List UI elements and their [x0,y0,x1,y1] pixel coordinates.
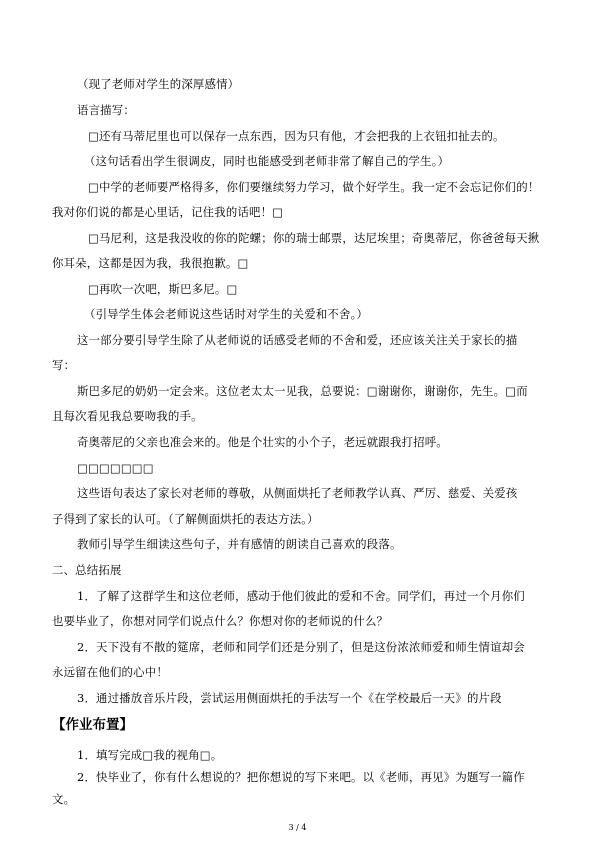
text-line: □□□□□□□ [77,461,154,475]
text-line: 文。 [52,792,76,806]
text-line: 斯巴多尼的奶奶一定会来。这位老太太一见我，总要说：□谢谢你，谢谢你，先生。□而 [77,384,528,398]
text-line: 写： [52,358,76,372]
page-number: 3 / 4 [288,823,307,832]
text-line: 我对你们说的都是心里话，记住我的话吧！□ [52,205,284,219]
text-line: 2．天下没有不散的筵席，老师和同学们还是分别了，但是这份浓浓师爱和师生情谊却会 [77,640,525,654]
homework-heading: 【作业布置】 [52,717,133,733]
text-line: 也要毕业了，你想对同学们说点什么？你想对你的老师说的什么？ [52,614,389,628]
text-line: 教师引导学生细读这些句子，并有感情的朗读自己喜欢的段落。 [77,537,402,551]
text-line: 这一部分要引导学生除了从老师说的话感受老师的不舍和爱，还应该关注关于家长的描 [77,333,518,347]
text-line: □还有马蒂尼里也可以保存一点东西，因为只有他，才会把我的上衣钮扣扯去的。 [88,129,505,143]
text-line: 永远留在他们的心中！ [52,665,168,679]
text-line: 子得到了家长的认可。（了解侧面烘托的表达方法。） [52,512,319,526]
text-line: 语言描写： [77,103,135,117]
text-line: □再吹一次吧，斯巴多尼。□ [88,282,238,296]
text-line: 且每次看见我总要吻我的手。 [52,409,203,423]
section-heading: 二、总结拓展 [52,563,122,577]
text-line: 奇奥蒂尼的父亲也准会来的。他是个壮实的小个子，老远就跟我打招呼。 [77,435,448,449]
text-line: □马尼利，这是我没收的你的陀螺；你的瑞士邮票，达尼埃里；奇奥蒂尼，你爸爸每天揪 [88,231,540,245]
text-line: □中学的老师要严格得多，你们要继续努力学习，做个好学生。我一定不会忘记你们的！ [88,180,540,194]
text-line: （引导学生体会老师说这些话时对学生的关爱和不舍。） [84,307,369,321]
text-line: （这句话看出学生很调皮，同时也能感受到老师非常了解自己的学生。） [84,154,450,168]
text-line: （现了老师对学生的深厚感情） [77,77,240,91]
text-line: 1．填写完成□我的视角□。 [77,748,223,762]
text-line: 2．快毕业了，你有什么想说的？把你想说的写下来吧。以《老师，再见》为题写一篇作 [77,770,525,784]
text-line: 你耳朵，这都是因为我，我很抱歉。□ [52,256,249,270]
text-line: 3．通过播放音乐片段，尝试运用侧面烘托的手法写一个《在学校最后一天》的片段 [77,691,502,705]
text-line: 这些语句表达了家长对老师的尊敬，从侧面烘托了老师教学认真、严厉、慈爱、关爱孩 [77,486,518,500]
text-line: 1．了解了这群学生和这位老师，感动于他们彼此的爱和不舍。同学们，再过一个月你们 [77,589,525,603]
